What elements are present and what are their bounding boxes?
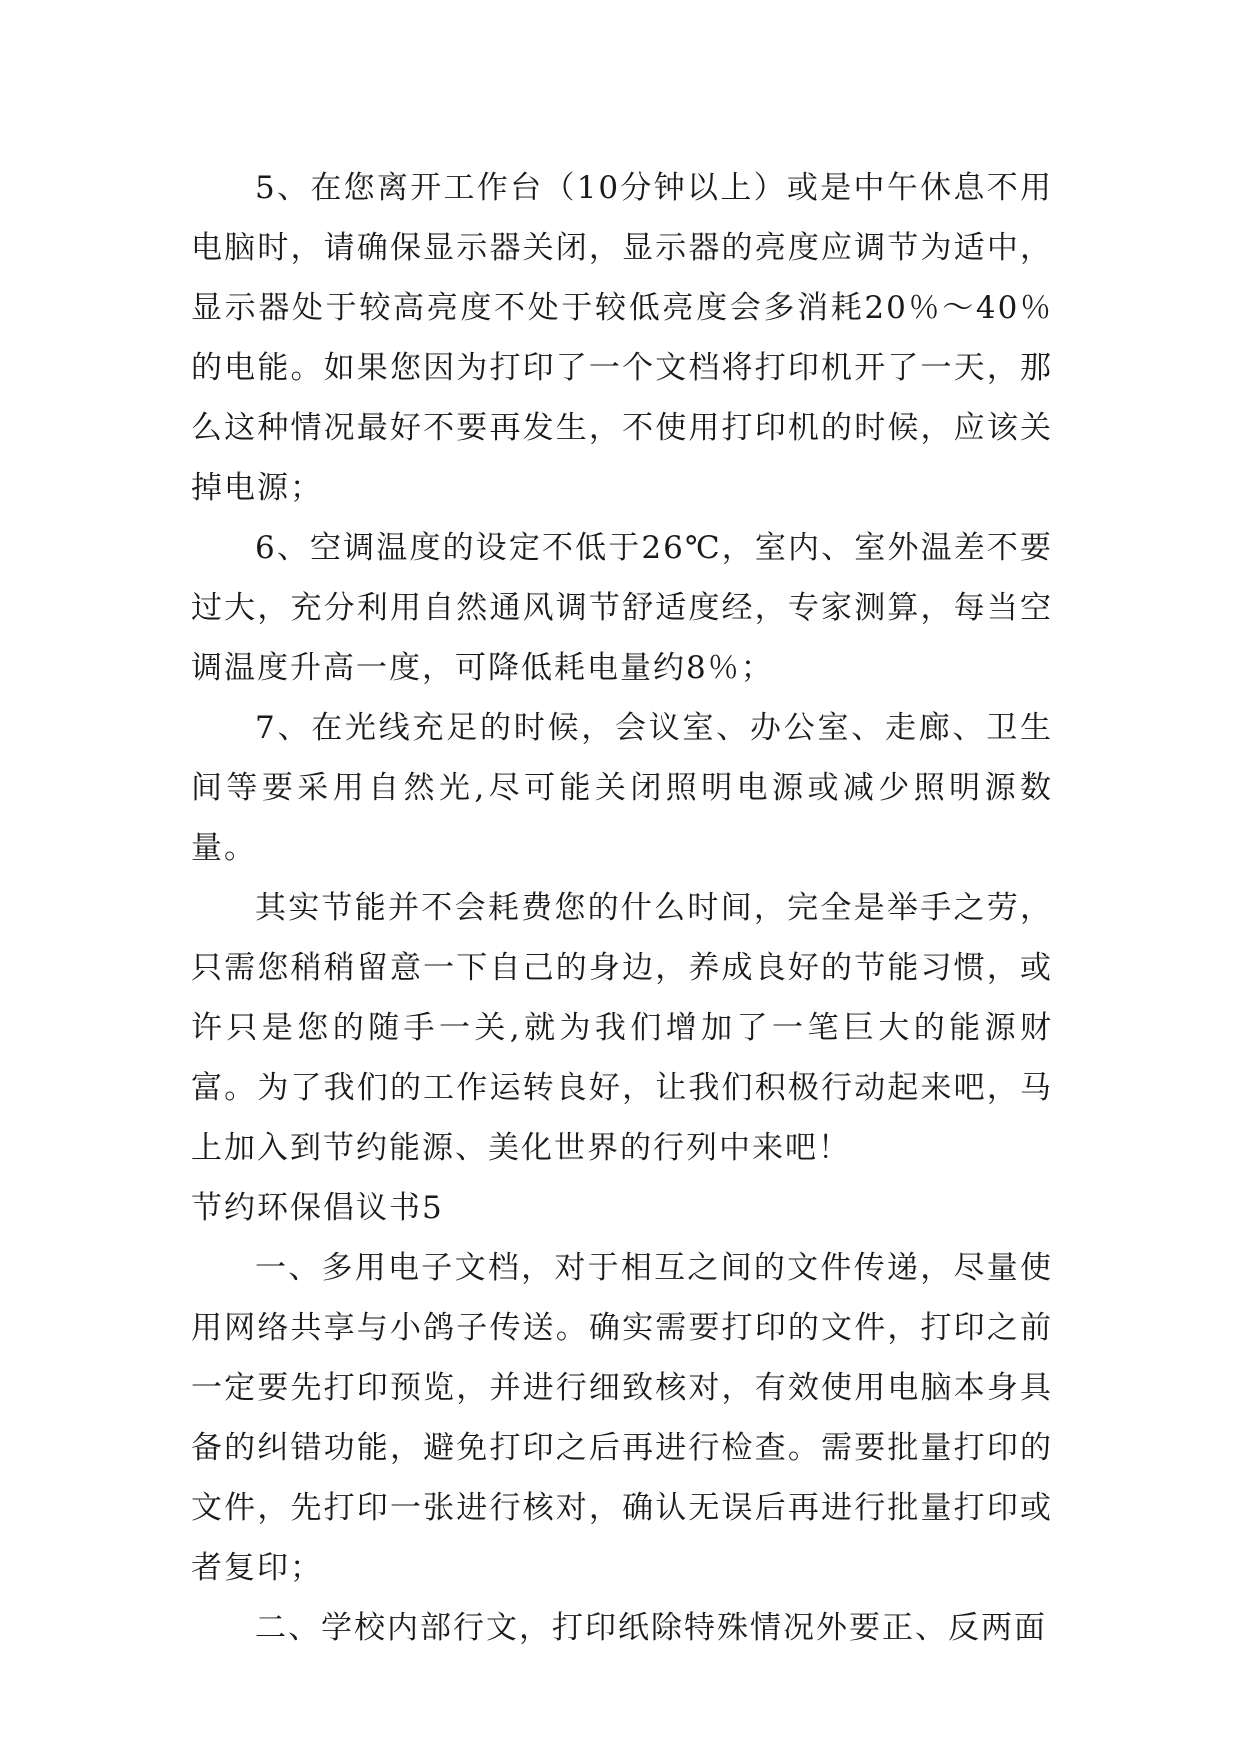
document-body (191, 158, 1053, 1658)
paragraph-closing: 其实节能并不会耗费您的什么时间，完全是举手之劳，只需您稍稍留意一下自己的身边，养成良好的节能习惯，或许只是您的随手一关,就为我们增加了一笔巨大的能源财富。为了我们的工作运转良好，让我们积极行动起来吧，马上加入到节约能源、美化世界的行列中来吧！ (191, 890, 1053, 1166)
paragraph-section-item-2: 二、学校内部行文，打印纸除特殊情况外要正、反两面 (255, 1610, 1047, 1646)
paragraph-section-item-1: 一、多用电子文档，对于相互之间的文件传递，尽量使用网络共享与小鸽子传送。确实需要打印的文件，打印之前一定要先打印预览，并进行细致核对，有效使用电脑本身具备的纠错功能，避免打印之后再进行检查。需要批量打印的文件，先打印一张进行核对，确认无误后再进行批量打印或者复印； (191, 1250, 1053, 1586)
paragraph-item-6: 6、空调温度的设定不低于26℃，室内、室外温差不要过大，充分利用自然通风调节舒适度经，专家测算，每当空调温度升高一度，可降低耗电量约8％； (191, 530, 1053, 686)
paragraph-item-7: 7、在光线充足的时候，会议室、办公室、走廊、卫生间等要采用自然光,尽可能关闭照明电源或减少照明源数量。 (191, 710, 1053, 866)
paragraph-item-5: 5、在您离开工作台（10分钟以上）或是中午休息不用电脑时，请确保显示器关闭，显示器的亮度应调节为适中，显示器处于较高亮度不处于较低亮度会多消耗20％～40％的电能。如果您因为打印了一个文档将打印机开了一天，那么这种情况最好不要再发生，不使用打印机的时候，应该关掉电源； (191, 170, 1053, 506)
section-title: 节约环保倡议书5 (191, 1190, 444, 1226)
